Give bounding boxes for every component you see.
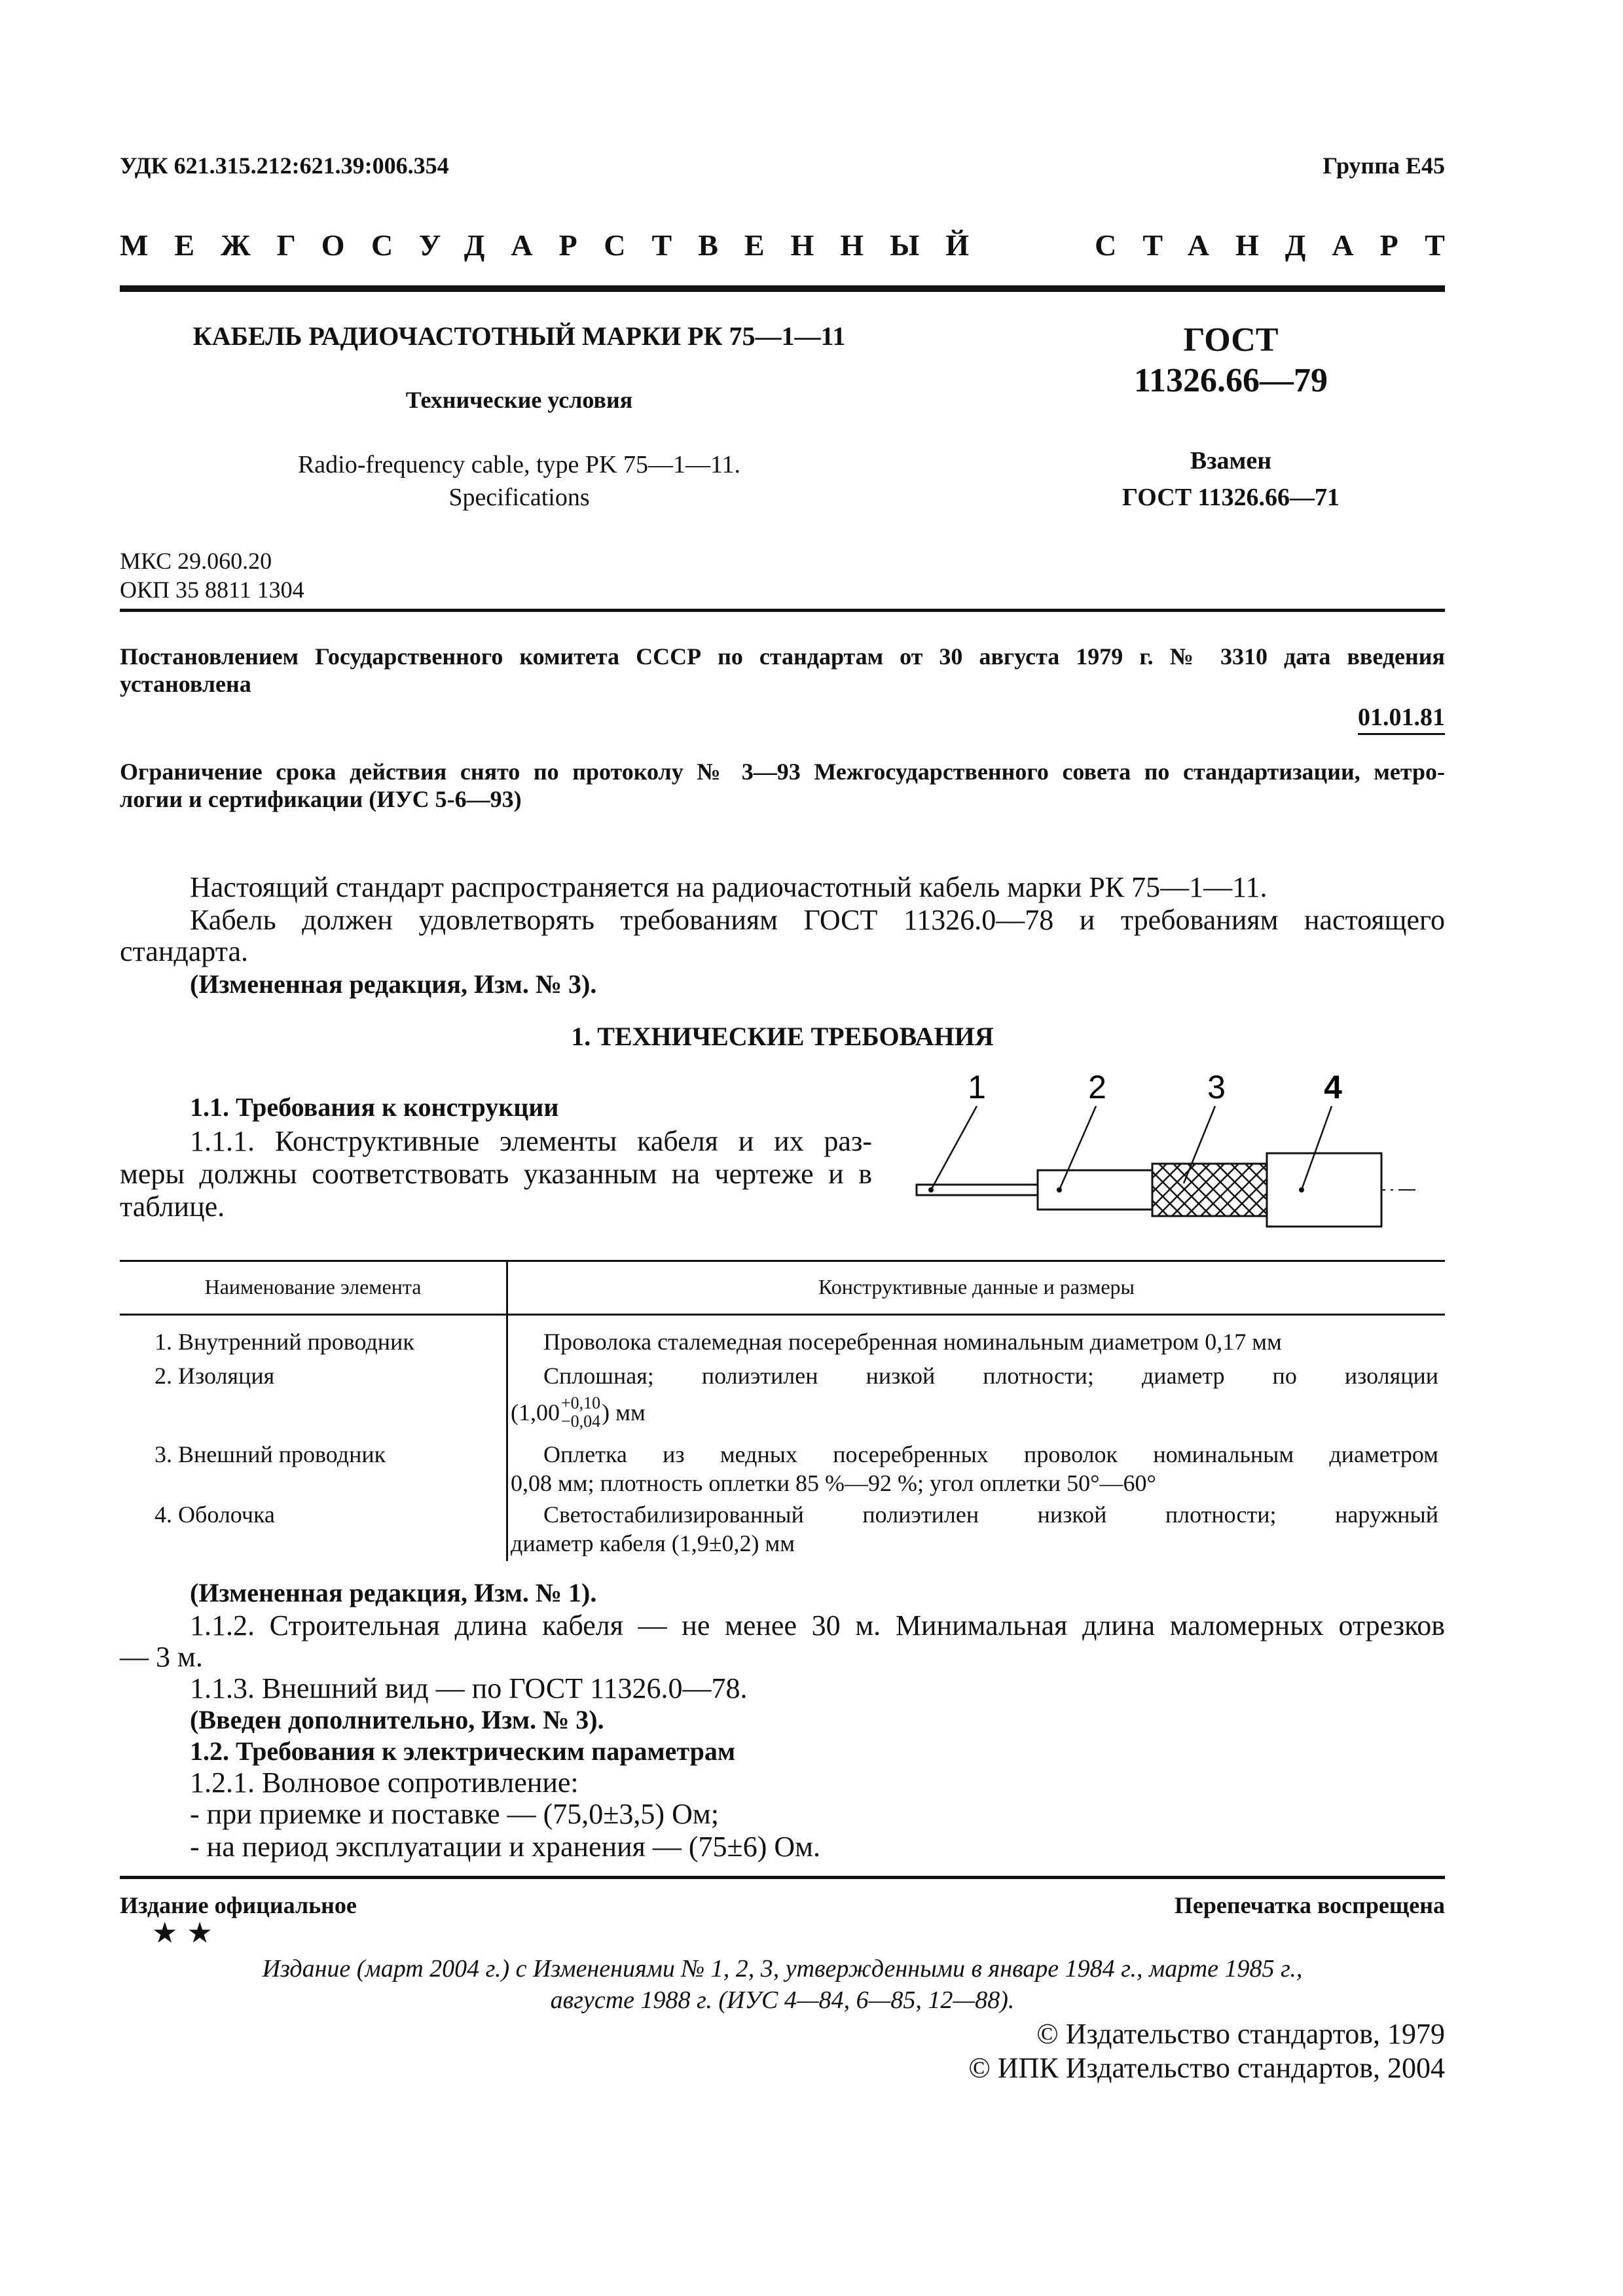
amendment-note-3: (Введен дополнительно, Изм. № 3). bbox=[190, 1705, 604, 1734]
table-row-2-unit: ) мм bbox=[602, 1399, 646, 1426]
document-subtitle: Технические условия bbox=[405, 387, 633, 413]
section-1-2-1: 1.2.1. Волновое сопротивление: bbox=[190, 1767, 579, 1799]
tolerance-block bbox=[561, 1394, 600, 1431]
table-row-4-line-2: диаметр кабеля (1,9±0,2) мм bbox=[511, 1530, 795, 1556]
section-1-1-1-line-1: 1.1.1. Конструктивные элементы кабеля и их раз- bbox=[190, 1125, 872, 1157]
table-row-3-line-1: Оплетка из медных посеребренных проволок номинальным диаметром bbox=[543, 1441, 1438, 1467]
udk-code: УДК 621.315.212:621.39:006.354 bbox=[120, 152, 449, 179]
title-block-rule bbox=[120, 609, 1445, 612]
edition-line-2: августе 1988 г. (ИУС 4—84, 6—85, 12—88). bbox=[550, 1986, 1015, 2014]
intro-paragraph-2-line-2: стандарта. bbox=[120, 935, 249, 967]
banner-word-1: МЕЖГОСУДАРСТВЕННЫЙ bbox=[120, 228, 996, 262]
bullet-acceptance: - при приемке и поставке — (75,0±3,5) Ом; bbox=[190, 1798, 719, 1830]
table-row-4-line-1: Светостабилизированный полиэтилен низкой плотности; наружный bbox=[543, 1501, 1438, 1528]
jacket-shape bbox=[1267, 1153, 1381, 1227]
leader-dot-2 bbox=[1057, 1187, 1062, 1193]
gost-number: 11326.66—79 bbox=[1133, 362, 1328, 399]
table-row-4-name: 4. Оболочка bbox=[155, 1501, 275, 1528]
effective-date: 01.01.81 bbox=[1358, 703, 1445, 735]
copyright-1979: © Издательство стандартов, 1979 bbox=[1036, 2018, 1445, 2050]
mks-code: МКС 29.060.20 bbox=[120, 548, 272, 574]
document-title: КАБЕЛЬ РАДИОЧАСТОТНЫЙ МАРКИ РК 75—1—11 bbox=[192, 321, 846, 351]
table-top-rule bbox=[120, 1260, 1445, 1262]
english-title-line-1: Radio-frequency cable, type PK 75—1—11. bbox=[297, 451, 741, 478]
table-header-data: Конструктивные данные и размеры bbox=[818, 1275, 1135, 1299]
section-1-2-heading: 1.2. Требования к электрическим параметрам bbox=[190, 1736, 736, 1766]
decree-line-1: Постановлением Государственного комитета СССР по стандартам от 30 августа 1979 г. № 3310 дата введения bbox=[120, 643, 1445, 670]
label-3: 3 bbox=[1207, 1069, 1226, 1105]
intro-paragraph-1: Настоящий стандарт распространяется на радиочастотный кабель марки РК 75—1—11. bbox=[190, 871, 1267, 903]
replaces-label: Взамен bbox=[1190, 447, 1272, 475]
reprint-prohibited: Перепечатка воспрещена bbox=[1174, 1892, 1445, 1918]
limit-line-1: Ограничение срока действия снято по протоколу № 3—93 Межгосударственного совета по стандартизации, метро- bbox=[120, 759, 1445, 785]
label-2: 2 bbox=[1088, 1069, 1106, 1105]
standard-banner bbox=[120, 228, 1471, 262]
cable-construction-drawing bbox=[903, 1067, 1427, 1250]
edition-line-1: Издание (март 2004 г.) с Изменениями № 1, 2, 3, утвержденными в январе 1984 г., марте 1985 г., bbox=[262, 1955, 1303, 1982]
table-row-3-line-2: 0,08 мм; плотность оплетки 85 %—92 %; угол оплетки 50°—60° bbox=[511, 1470, 1156, 1496]
section-1-heading: 1. ТЕХНИЧЕСКИЕ ТРЕБОВАНИЯ bbox=[571, 1022, 994, 1051]
outer-conductor-braid-shape bbox=[1152, 1164, 1267, 1216]
label-1: 1 bbox=[968, 1069, 986, 1105]
section-1-1-3: 1.1.3. Внешний вид — по ГОСТ 11326.0—78. bbox=[190, 1672, 748, 1704]
footer-rule bbox=[120, 1876, 1445, 1879]
gost-label: ГОСТ bbox=[1183, 321, 1279, 359]
table-row-3-name: 3. Внешний проводник bbox=[155, 1441, 386, 1467]
intro-amendment-note: (Измененная редакция, Изм. № 3). bbox=[190, 969, 597, 999]
intro-paragraph-2-line-1: Кабель должен удовлетворять требованиям ГОСТ 11326.0—78 и требованиям настоящего bbox=[190, 904, 1445, 936]
replaces-number: ГОСТ 11326.66—71 bbox=[1122, 484, 1340, 511]
section-1-1-1-line-3: таблице. bbox=[120, 1191, 225, 1223]
label-4: 4 bbox=[1324, 1069, 1342, 1105]
official-edition: Издание официальное bbox=[120, 1892, 357, 1918]
table-row-1-name: 1. Внутренний проводник bbox=[155, 1329, 414, 1355]
leader-line-1 bbox=[931, 1106, 977, 1190]
amendment-note-1: (Измененная редакция, Изм. № 1). bbox=[190, 1578, 597, 1607]
section-1-1-2-line-2: — 3 м. bbox=[120, 1641, 203, 1673]
table-column-divider bbox=[506, 1260, 508, 1561]
group-code: Группа Е45 bbox=[1322, 152, 1445, 179]
table-row-2-name: 2. Изоляция bbox=[155, 1363, 275, 1389]
tolerance-upper: +0,10 bbox=[561, 1393, 601, 1412]
bullet-operation: - на период эксплуатации и хранения — (75±6) Ом. bbox=[190, 1831, 820, 1863]
okp-code: ОКП 35 8811 1304 bbox=[120, 577, 304, 603]
table-header-rule bbox=[120, 1314, 1445, 1316]
star-marks: ★ ★ bbox=[152, 1916, 213, 1950]
section-1-1-2-line-1: 1.1.2. Строительная длина кабеля — не менее 30 м. Минимальная длина маломерных отрезков bbox=[190, 1609, 1445, 1641]
tolerance-lower: −0,04 bbox=[561, 1412, 601, 1431]
leader-dot-4 bbox=[1299, 1187, 1304, 1193]
section-1-1-1-line-2: меры должны соответствовать указанным на чертеже и в bbox=[120, 1158, 872, 1190]
limit-line-2: логии и сертификации (ИУС 5-6—93) bbox=[120, 786, 522, 812]
table-row-1-line-1: Проволока сталемедная посеребренная номинальным диаметром 0,17 мм bbox=[543, 1329, 1282, 1355]
banner-word-2: СТАНДАРТ bbox=[1095, 228, 1471, 262]
section-1-1-heading: 1.1. Требования к конструкции bbox=[190, 1092, 559, 1122]
decree-line-2: установлена bbox=[120, 671, 251, 697]
table-row-2-line-1: Сплошная; полиэтилен низкой плотности; диаметр по изоляции bbox=[543, 1363, 1438, 1389]
english-title-line-2: Specifications bbox=[448, 484, 590, 511]
top-thick-rule bbox=[120, 285, 1445, 292]
copyright-2004: © ИПК Издательство стандартов, 2004 bbox=[968, 2052, 1445, 2084]
table-header-element: Наименование элемента bbox=[204, 1275, 422, 1299]
table-row-2-line-2 bbox=[511, 1394, 646, 1431]
inner-conductor-shape bbox=[917, 1185, 1048, 1195]
table-row-2-value: (1,00 bbox=[511, 1399, 560, 1426]
leader-dot-1 bbox=[928, 1187, 934, 1193]
